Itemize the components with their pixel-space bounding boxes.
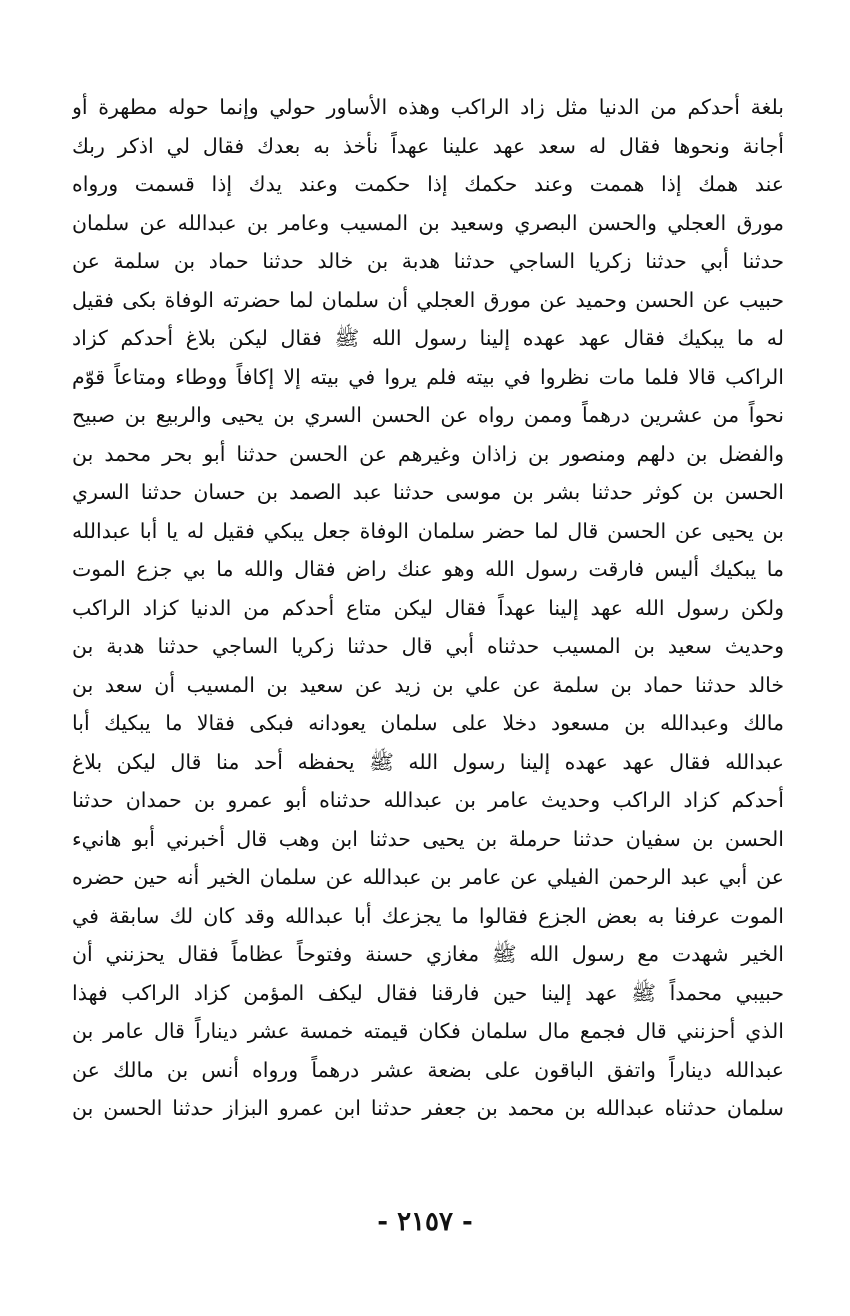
text-line: حدثنا أبي حدثنا زكريا الساجي حدثنا هدبة بن خالد حدثنا حماد بن سلمة عن bbox=[72, 249, 784, 273]
text-line: عن أبي عبد الرحمن الفيلي عن عامر بن عبدالله عن سلمان الخير أنه حين حضره bbox=[72, 865, 784, 889]
text-line: أحدكم كزاد الراكب وحديث عامر بن عبدالله حدثناه أبو عمرو بن حمدان حدثنا bbox=[72, 788, 784, 812]
text-line: الموت عرفنا به بعض الجزع فقالوا ما يجزعك أبا عبدالله وقد كان لك سابقة في bbox=[72, 903, 784, 928]
text-line: مالك وعبدالله بن مسعود دخلا على سلمان يعودانه فبكى فقالا ما يبكيك أبا bbox=[72, 711, 784, 735]
page-body bbox=[72, 88, 784, 1208]
text-line: الذي أحزنني قال فجمع مال سلمان فكان قيمته خمسة عشر ديناراً قال عامر بن bbox=[72, 1019, 784, 1043]
text-line: له ما يبكيك فقال عهد عهده إلينا رسول الله ﷺ فقال ليكن بلاغ أحدكم كزاد bbox=[72, 326, 784, 350]
text-line: عبدالله فقال عهد عهده إلينا رسول الله ﷺ يحفظه أحد منا قال ليكن بلاغ bbox=[72, 749, 784, 774]
text-line: أجانة ونحوها فقال له سعد عهد علينا عهداً نأخذ به بعدك فقال لي اذكر ربك bbox=[72, 133, 784, 158]
text-line: والفضل بن دلهم ومنصور بن زاذان وغيرهم عن الحسن حدثنا أبو بحر محمد بن bbox=[72, 441, 784, 466]
text-line: خالد حدثنا حماد بن سلمة عن علي بن زيد عن سعيد بن المسيب أن سعد بن bbox=[72, 672, 784, 697]
text-line: الخير شهدت مع رسول الله ﷺ مغازي حسنة وفتوحاً عظاماً فقال يحزنني أن bbox=[72, 942, 784, 966]
text-line: بلغة أحدكم من الدنيا مثل زاد الراكب وهذه الأساور حولي وإنما حوله مطهرة أو bbox=[72, 95, 784, 119]
page-number: - ٢١٥٧ - bbox=[377, 1207, 473, 1237]
text-line: مورق العجلي والحسن البصري وسعيد بن المسيب وعامر بن عبدالله عن سلمان bbox=[72, 210, 784, 235]
text-line: ما يبكيك أليس فارقت رسول الله وهو عنك راض فقال والله ما بي جزع الموت bbox=[72, 557, 784, 581]
text-line: عبدالله ديناراً واتفق الباقون على بضعة عشر درهماً ورواه أنس بن مالك عن bbox=[72, 1057, 784, 1082]
text-line: الحسن بن سفيان حدثنا حرملة بن يحيى حدثنا ابن وهب قال أخبرني أبو هانيء bbox=[72, 826, 784, 851]
text-line: الراكب قالا فلما مات نظروا في بيته فلم يروا في بيته إلا إكافاً ووطاء ومتاعاً قوّم bbox=[72, 364, 784, 389]
text-line: حبيب عن الحسن وحميد عن مورق العجلي أن سلمان لما حضرته الوفاة بكى فقيل bbox=[72, 287, 784, 312]
text-line: الحسن بن كوثر حدثنا بشر بن موسى حدثنا عبد الصمد بن حسان حدثنا السري bbox=[72, 480, 784, 504]
text-line: حبيبي محمداً ﷺ عهد إلينا حين فارقنا فقال ليكف المؤمن كزاد الراكب فهذا bbox=[72, 980, 784, 1005]
text-line: بن يحيى عن الحسن قال لما حضر سلمان الوفاة جعل يبكي فقيل له يا أبا عبدالله bbox=[72, 518, 784, 543]
text-block bbox=[72, 88, 784, 1128]
text-line: عند همك إذا هممت وعند حكمك إذا حكمت وعند يدك إذا قسمت ورواه bbox=[72, 172, 784, 196]
text-line: سلمان حدثناه عبدالله بن محمد بن جعفر حدثنا ابن عمرو البزاز حدثنا الحسن بن bbox=[72, 1096, 784, 1120]
text-line: وحديث سعيد بن المسيب حدثناه أبي قال حدثنا زكريا الساجي حدثنا هدبة بن bbox=[72, 634, 784, 658]
text-line: ولكن رسول الله عهد إلينا عهداً فقال ليكن متاع أحدكم من الدنيا كزاد الراكب bbox=[72, 595, 784, 620]
text-line: نحواً من عشرين درهماً وممن رواه عن الحسن السري بن يحيى والربيع بن صبيح bbox=[72, 403, 784, 427]
